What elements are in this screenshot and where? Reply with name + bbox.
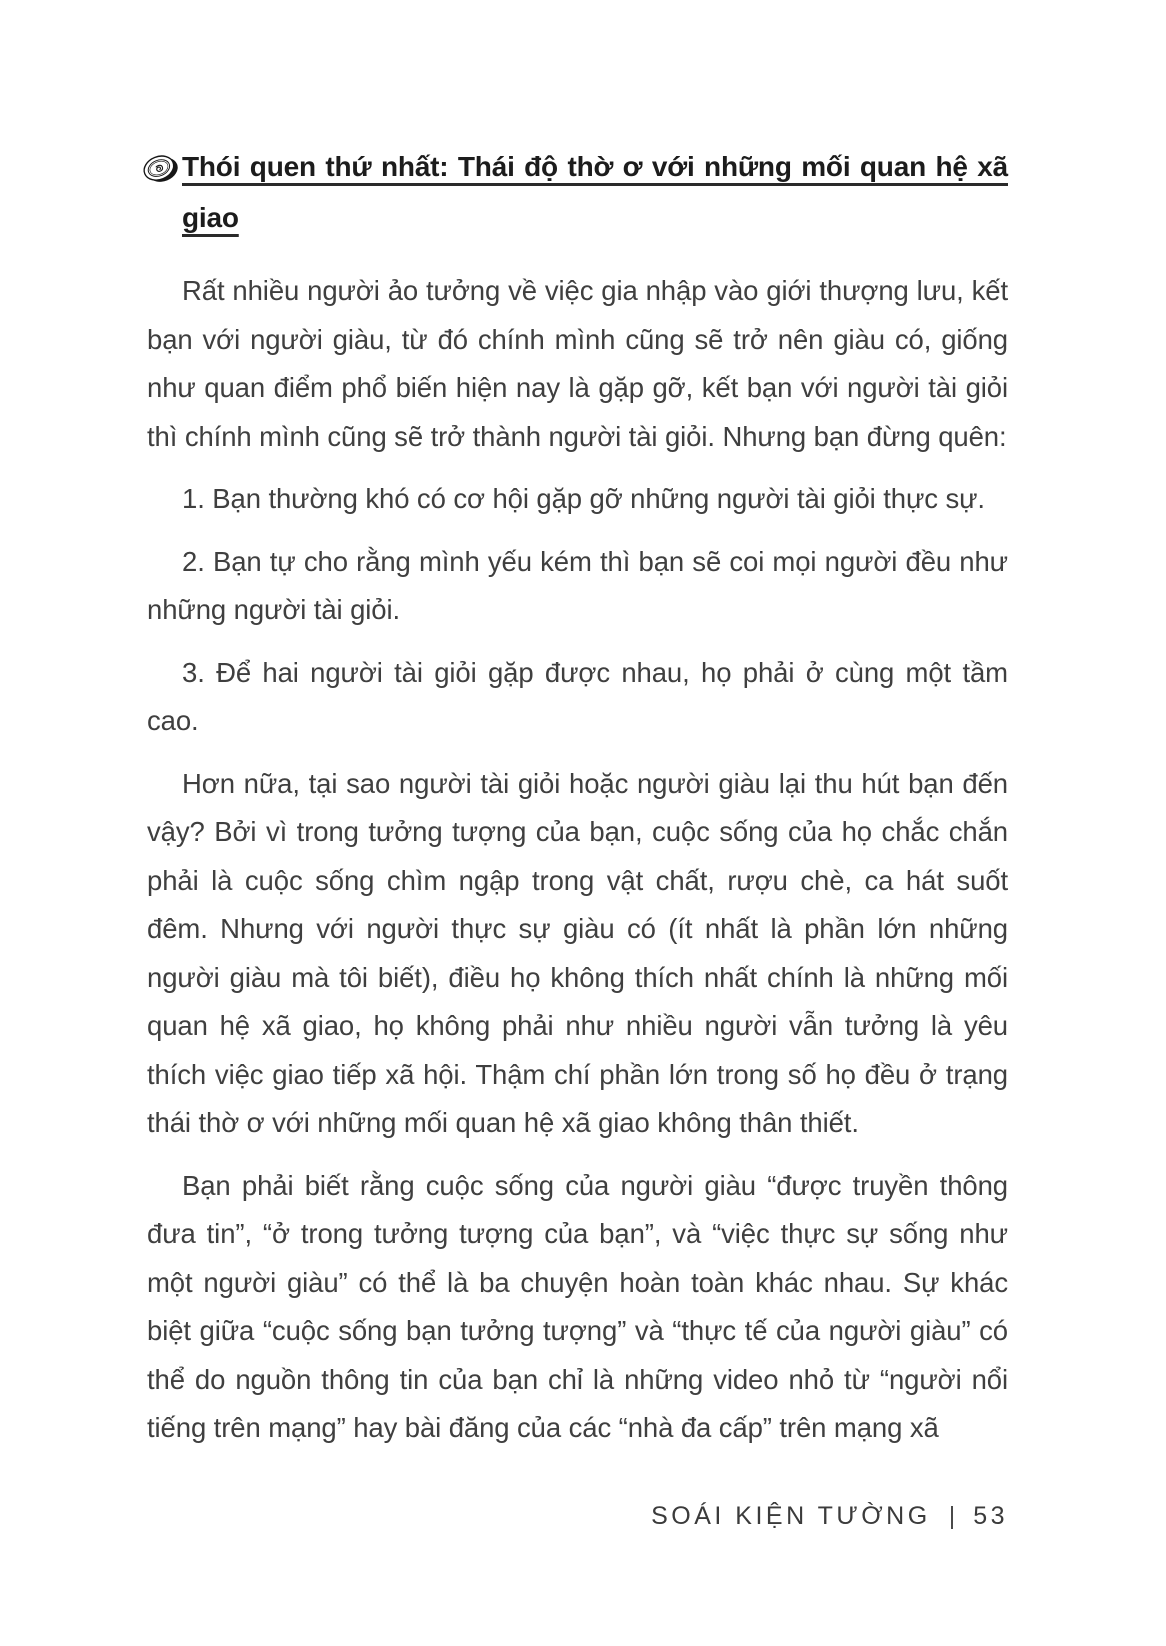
numbered-item-3: 3. Để hai người tài giỏi gặp được nhau, họ phải ở cùng một tầm cao. <box>147 656 1008 736</box>
numbered-item-2: 2. Bạn tự cho rằng mình yếu kém thì bạn sẽ coi mọi người đều như những người tài giỏi. <box>147 545 1008 625</box>
page-footer <box>651 1502 1008 1531</box>
page-number: 53 <box>973 1502 1008 1530</box>
footer-separator: | <box>948 1502 956 1530</box>
intro-paragraph: Rất nhiều người ảo tưởng về việc gia nhập vào giới thượng lưu, kết bạn với người giàu, từ đó chính mình cũng sẽ trở nên giàu có, giống như quan điểm phổ biến hiện nay là gặp gỡ, kết bạn với người tài giỏi thì chính mình cũng sẽ trở thành người tài giỏi. Nhưng bạn đừng quên: <box>147 275 1008 452</box>
section-heading <box>147 141 1008 243</box>
section-heading-text: Thói quen thứ nhất: Thái độ thờ ơ với những mối quan hệ xã giao <box>182 151 1008 233</box>
body-paragraph-1: Hơn nữa, tại sao người tài giỏi hoặc người giàu lại thu hút bạn đến vậy? Bởi vì trong tưởng tượng của bạn, cuộc sống của họ chắc chắn phải là cuộc sống chìm ngập trong vật chất, rượu chè, ca hát suốt đêm. Nhưng với người thực sự giàu có (ít nhất là phần lớn những người giàu mà tôi biết), điều họ không thích nhất chính là những mối quan hệ xã giao, họ không phải như nhiều người vẫn tưởng là yêu thích việc giao tiếp xã hội. Thậm chí phần lớn trong số họ đều ở trạng thái thờ ơ với những mối quan hệ xã giao không thân thiết. <box>147 767 1008 1138</box>
numbered-item-1: 1. Bạn thường khó có cơ hội gặp gỡ những người tài giỏi thực sự. <box>182 483 985 514</box>
coin-icon <box>141 150 179 186</box>
body-paragraph-2: Bạn phải biết rằng cuộc sống của người giàu “được truyền thông đưa tin”, “ở trong tưởng tượng của bạn”, và “việc thực sự sống như một người giàu” có thể là ba chuyện hoàn toàn khác nhau. Sự khác biệt giữa “cuộc sống bạn tưởng tượng” và “thực tế của người giàu” có thể do nguồn thông tin của bạn chỉ là những video nhỏ từ “người nổi tiếng trên mạng” hay bài đăng của các “nhà đa cấp” trên mạng xã <box>147 1169 1008 1443</box>
book-title: SOÁI KIỆN TƯỜNG <box>651 1502 931 1530</box>
page-content <box>147 141 1008 1467</box>
